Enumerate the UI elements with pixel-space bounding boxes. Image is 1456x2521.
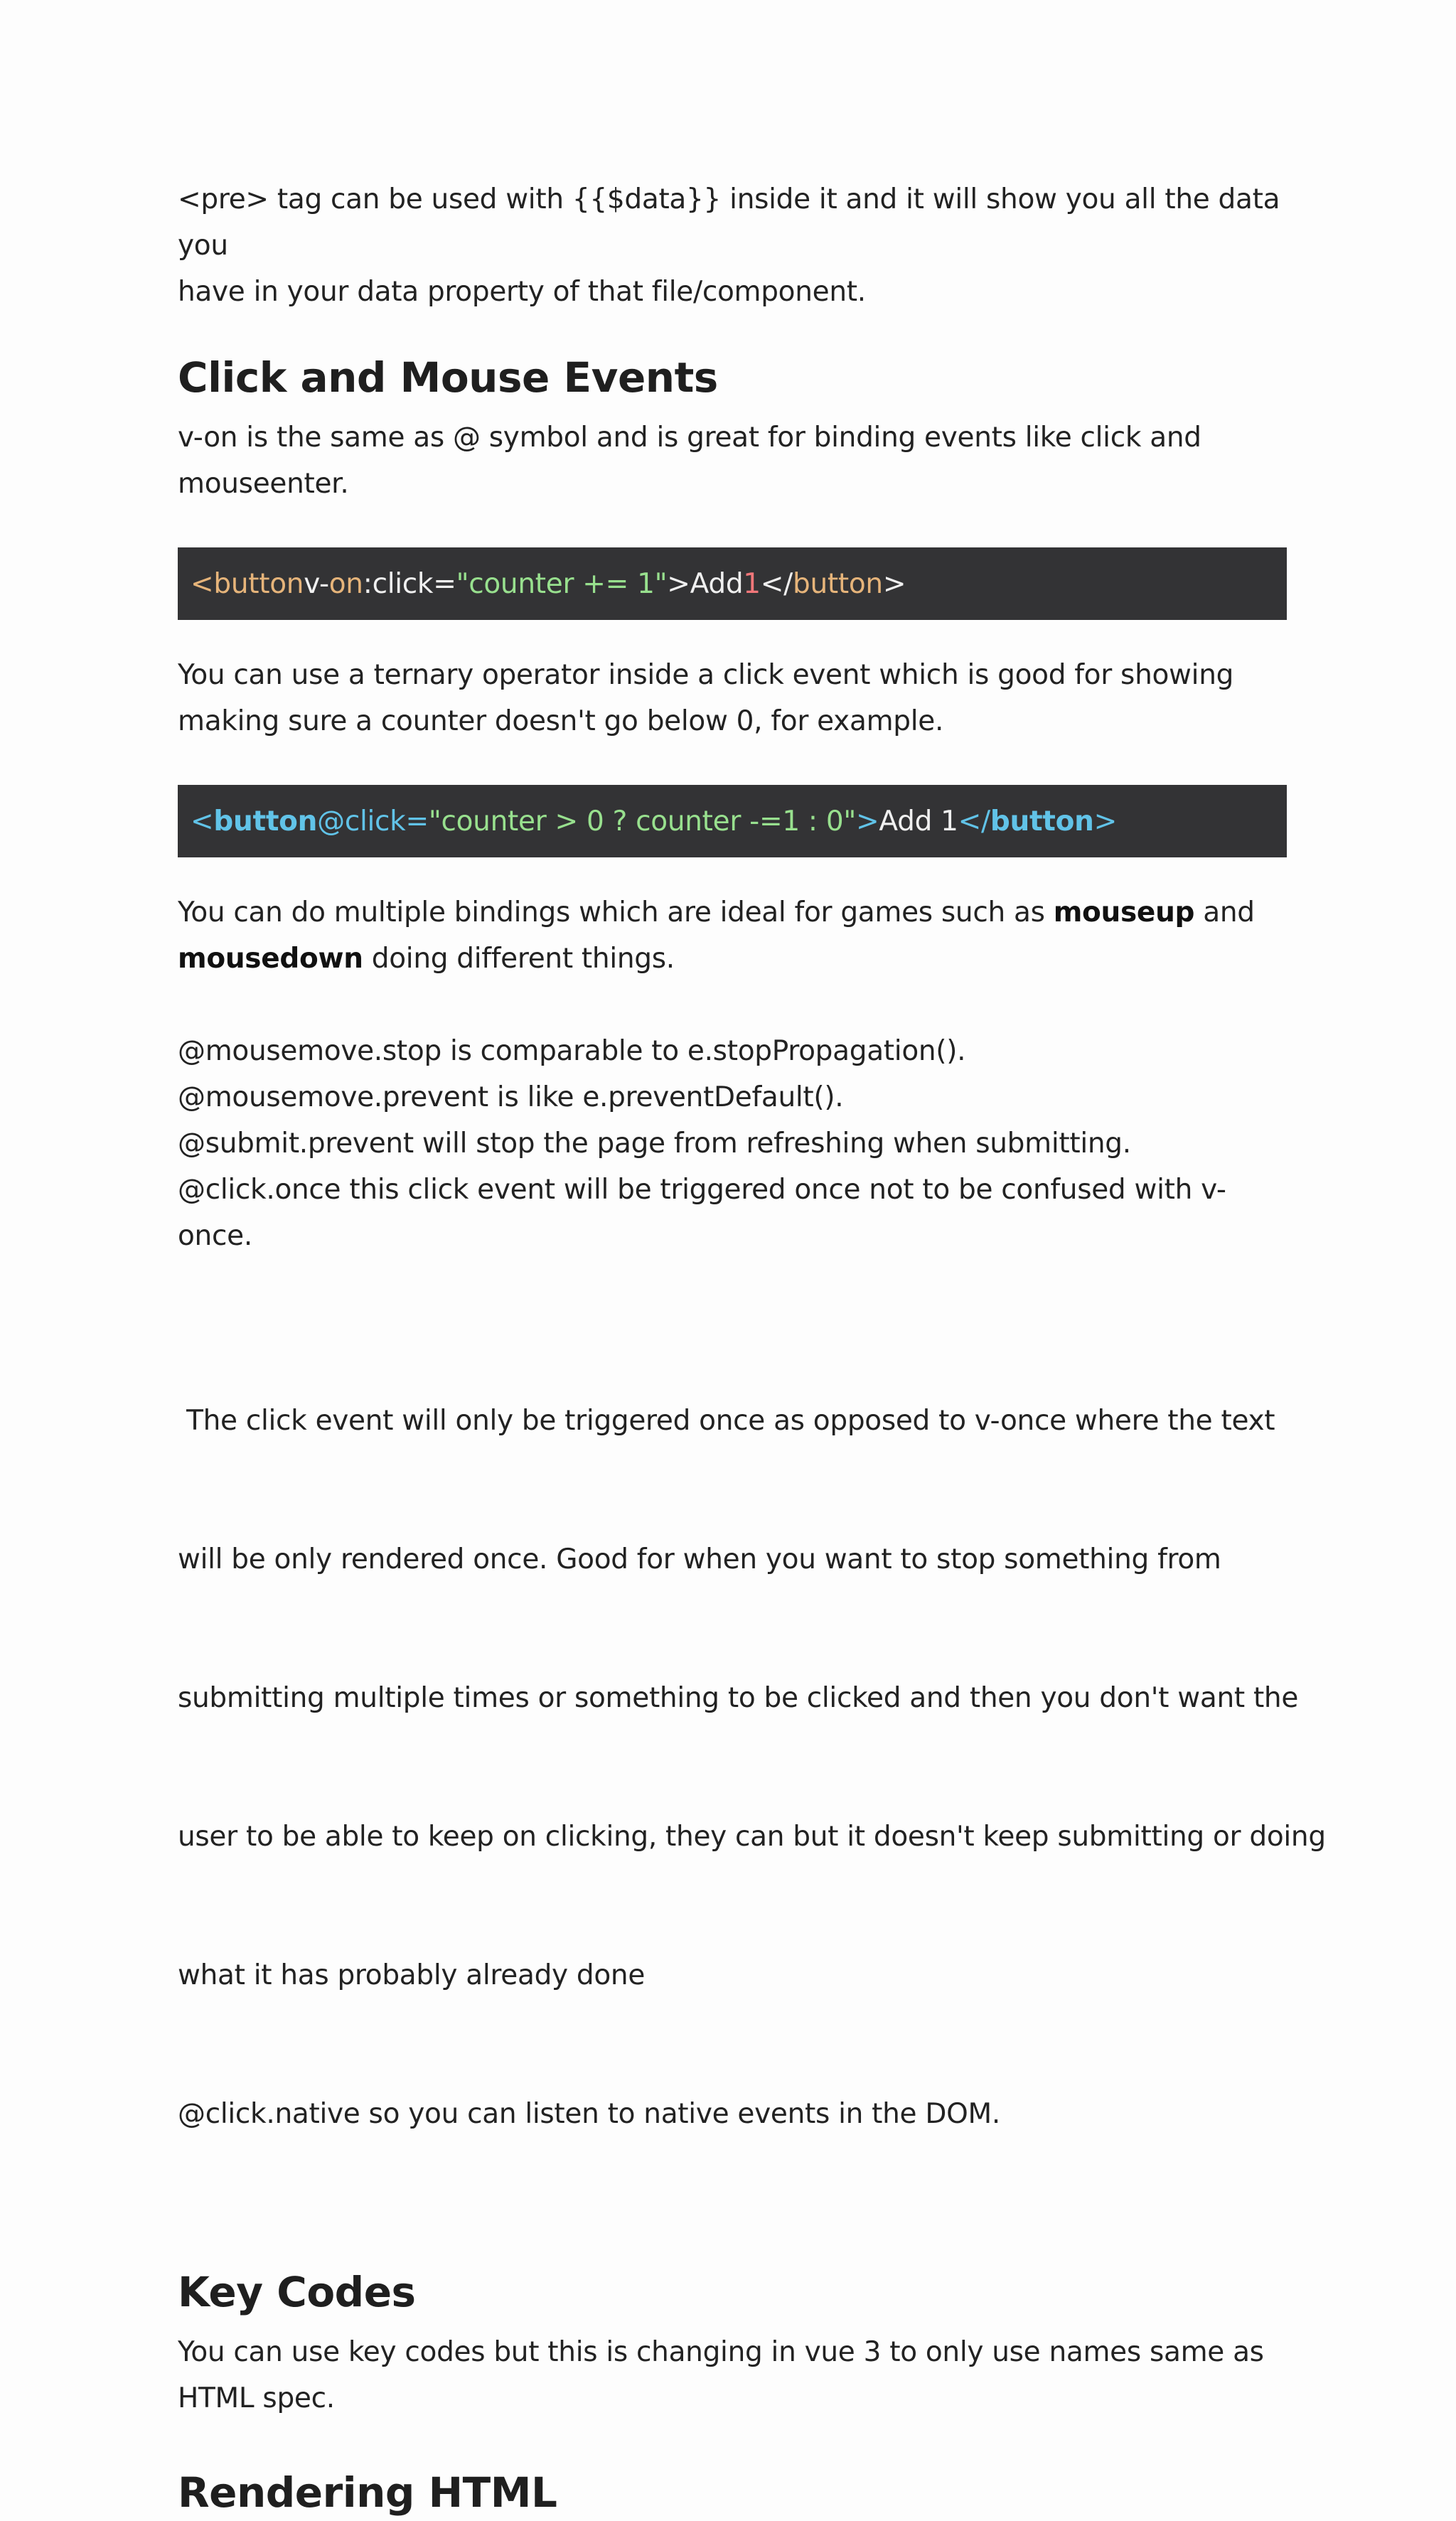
- key-codes-paragraph: [178, 2329, 1287, 2421]
- modifier-line: @mousemove.prevent is like e.preventDefault().: [178, 1081, 844, 1113]
- heading-rendering-html: Rendering HTML: [178, 2468, 557, 2517]
- intro-line-2: have in your data property of that file/component.: [178, 276, 866, 308]
- v-on-paragraph: [178, 414, 1287, 507]
- text-run: doing different things.: [363, 943, 675, 975]
- heading-key-codes: Key Codes: [178, 2268, 416, 2316]
- ternary-line-2: making sure a counter doesn't go below 0, for example.: [178, 705, 944, 737]
- code-token: button: [793, 567, 883, 600]
- key-codes-line-2: HTML spec.: [178, 2382, 335, 2414]
- code-token: <: [191, 567, 214, 600]
- text-run: You can do multiple bindings which are ideal for games such as: [178, 896, 1054, 928]
- code-token: @click=: [317, 805, 429, 837]
- multiple-bindings-paragraph: [178, 889, 1287, 982]
- code-token: >: [856, 805, 879, 837]
- click-once-paragraph: [178, 1305, 1326, 2230]
- bold-mousedown: mousedown: [178, 943, 363, 975]
- click-once-line: The click event will only be triggered once as opposed to v-once where the text: [178, 1405, 1275, 1437]
- key-codes-line-1: You can use key codes but this is changing in vue 3 to only use names same as: [178, 2336, 1264, 2368]
- intro-line-1: <pre> tag can be used with {{$data}} inside it and it will show you all the data you: [178, 183, 1280, 262]
- v-on-line-1: v-on is the same as @ symbol and is great for binding events like click and: [178, 422, 1201, 454]
- modifier-line: @click.once this click event will be triggered once not to be confused with v-once.: [178, 1174, 1226, 1252]
- click-once-line: user to be able to keep on clicking, they can but it doesn't keep submitting or doing: [178, 1821, 1326, 1853]
- code-token: on: [328, 567, 363, 600]
- code-token: 1: [743, 567, 761, 600]
- code-token: button: [213, 567, 304, 600]
- modifiers-paragraph: [178, 1028, 1287, 1259]
- code-token: <: [191, 805, 214, 837]
- modifier-line: @submit.prevent will stop the page from refreshing when submitting.: [178, 1128, 1131, 1160]
- code-token: Add 1: [879, 805, 958, 837]
- code-token: button: [213, 805, 318, 837]
- bold-mouseup: mouseup: [1053, 896, 1195, 928]
- multiple-bindings-line-2: [178, 936, 1287, 982]
- code-block-v-on-click: [178, 547, 1287, 620]
- code-token: :click=: [363, 567, 456, 600]
- v-on-line-2: mouseenter.: [178, 468, 349, 500]
- code-token: </: [958, 805, 990, 837]
- document-page: [178, 176, 1326, 2521]
- modifier-line: @mousemove.stop is comparable to e.stopPropagation().: [178, 1035, 966, 1067]
- multiple-bindings-line-1: [178, 889, 1287, 936]
- code-token: >Add: [667, 567, 744, 600]
- code-token: "counter += 1": [456, 567, 668, 600]
- code-token: </: [760, 567, 793, 600]
- code-block-ternary-click: [178, 785, 1287, 857]
- code-token: "counter > 0 ? counter -=1 : 0": [428, 805, 857, 837]
- click-once-line: @click.native so you can listen to native events in the DOM.: [178, 2098, 1000, 2130]
- code-token: button: [990, 805, 1094, 837]
- click-once-line: submitting multiple times or something to be clicked and then you don't want the: [178, 1682, 1299, 1714]
- code-token: >: [882, 567, 906, 600]
- intro-paragraph: [178, 176, 1287, 315]
- ternary-line-1: You can use a ternary operator inside a click event which is good for showing: [178, 659, 1234, 691]
- code-token: >: [1093, 805, 1117, 837]
- code-token: v-: [304, 567, 329, 600]
- text-run: and: [1194, 896, 1255, 928]
- click-once-line: will be only rendered once. Good for when you want to stop something from: [178, 1543, 1221, 1575]
- heading-click-mouse-events: Click and Mouse Events: [178, 353, 718, 402]
- click-once-line: what it has probably already done: [178, 1959, 646, 1991]
- ternary-paragraph: [178, 652, 1287, 744]
